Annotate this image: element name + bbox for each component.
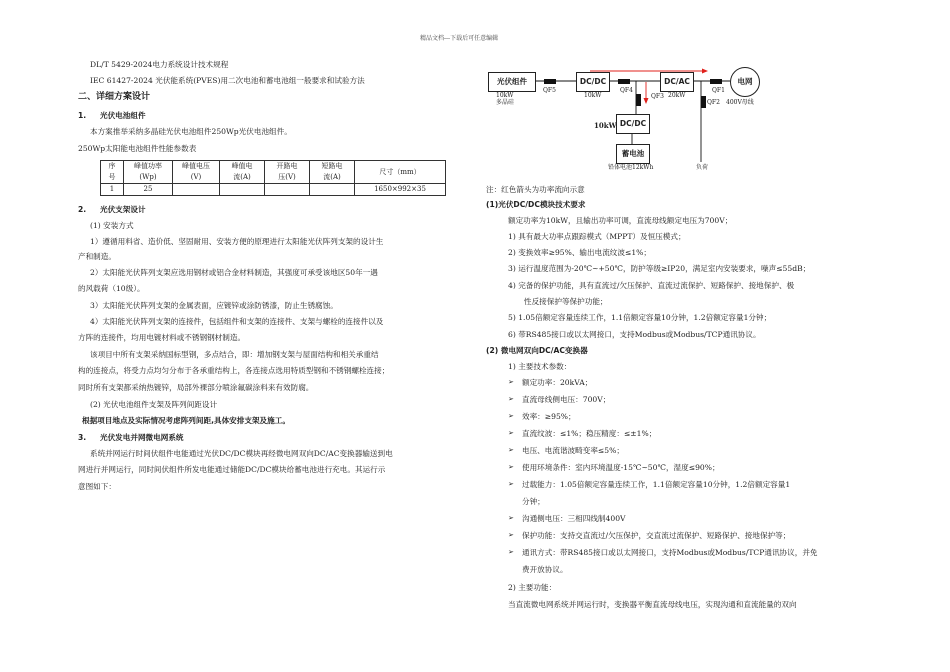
grid-dcac-power-label: 20kW: [668, 92, 686, 99]
subsection-title: 光伏发电并网微电网系统: [100, 433, 184, 442]
paragraph: 2）太阳能光伏阵列支架应选用钢材或铝合金材料制造，其强度可承受该地区50年一遇: [90, 268, 378, 277]
bullet-item-continuation: 分钟；: [522, 497, 545, 506]
list-item: 1) 具有最大功率点跟踪模式（MPPT）及恒压模式；: [508, 232, 686, 241]
paragraph: 该项目中所有支架采纳国标型钢，多点结合，即：增加钢支架与屋面结构和相关承重结: [90, 350, 379, 359]
table-cell: [310, 184, 355, 196]
paragraph: 1）遵循用料省、造价低、坚固耐用、安装方便的原理进行太阳能光伏阵列支架的设计生: [90, 237, 384, 246]
list-item: 6) 带RS485接口或以太网接口，支持Modbus或Modbus/TCP通讯协议。: [508, 330, 761, 339]
bullet-item: ➢ 保护功能：支持交直流过/欠压保护，交直流过流保护、短路保护、接地保护等；: [508, 531, 791, 540]
bullet-arrow-icon: ➢: [508, 446, 514, 454]
bullet-arrow-icon: ➢: [508, 412, 514, 420]
bullet-arrow-icon: ➢: [508, 480, 514, 488]
bullet-item: ➢ 直流母线侧电压：700V；: [508, 395, 611, 404]
bullet-item: ➢ 效率：≥95%；: [508, 412, 576, 421]
list-item: 3) 运行温度范围为-20℃~+50℃，防护等级≥IP20，满足室内安装要求，噪声≤55dB；: [508, 264, 811, 273]
table-header-cell: 短路电 流(A): [310, 161, 355, 184]
page-header-note: 精品文档---下载后可任意编辑: [420, 35, 499, 42]
paragraph: 网进行并网运行，同时间伏组件所发电能通过储能DC/DC模块给蓄电池进行充电。其运行示: [78, 465, 386, 474]
breaker-qf5: [544, 79, 556, 84]
section-heading: 二、详细方案设计: [78, 92, 151, 102]
pv-module-box: 光伏组件: [488, 72, 536, 92]
breaker-qf1: [710, 79, 722, 84]
bullet-arrow-icon: ➢: [508, 463, 514, 471]
list-item: 4) 完备的保护功能，具有直流过/欠压保护、直流过流保护、短路保护、接地保护、极: [508, 281, 795, 290]
table-cell: 1: [101, 184, 124, 196]
bullet-arrow-icon: ➢: [508, 395, 514, 403]
diagram-note: 注：红色箭头为功率流向示意: [486, 185, 585, 194]
breaker-label: QF4: [620, 87, 633, 94]
breaker-qf4: [618, 79, 630, 84]
table-cell: 25: [124, 184, 173, 196]
list-item: 5) 1.05倍额定容量连续工作，1.1倍额定容量10分钟，1.2倍额定容量1分钟；: [508, 313, 772, 322]
table-cell: [220, 184, 265, 196]
list-item: 2) 变换效率≥95%、输出电流纹波≤1%；: [508, 248, 651, 257]
breaker-label: QF1: [712, 87, 725, 94]
bullet-item-continuation: 费开放协议。: [522, 565, 568, 574]
subsection-heading: (2) 微电网双向DC/AC变换器: [486, 346, 588, 355]
subsection-title: 光伏电池组件: [100, 111, 146, 120]
paragraph: 的风载荷（10级）。: [78, 284, 145, 293]
paragraph: 产和制造。: [78, 252, 116, 261]
table-header-cell: 尺寸（mm）: [355, 161, 446, 184]
storage-dcdc-power-label: 10kW: [594, 121, 617, 130]
system-diagram: [486, 62, 776, 180]
bullet-item: ➢ 通讯方式：带RS485接口或以太网接口，支持Modbus或Modbus/TCP通讯协议，并免: [508, 548, 818, 557]
table-header-cell: 峰值功率 (Wp): [124, 161, 173, 184]
bullet-item: ➢ 过载能力：1.05倍额定容量连续工作，1.1倍额定容量10分钟，1.2倍额定容量1: [508, 480, 791, 489]
paragraph: 额定功率为10kW，且输出功率可调，直流母线额定电压为700V；: [508, 216, 733, 225]
bullet-arrow-icon: ➢: [508, 514, 514, 522]
paragraph: 本方案推举采纳多晶硅光伏电池组件250Wp光伏电池组件。: [90, 127, 292, 136]
table-header-cell: 峰值电压 (V): [173, 161, 220, 184]
breaker-qf3: [636, 94, 641, 106]
subsection-number: 3.: [78, 433, 87, 442]
subsection-heading: (1)光伏DC/DC模块技术要求: [486, 200, 586, 209]
pv-type-label: 多晶硅: [496, 99, 515, 106]
load-label: 负荷: [696, 164, 709, 171]
paragraph: 同时所有支架都采纳热镀锌，局部外裸部分喷涂氟碳涂料来有效防腐。: [78, 383, 314, 392]
subsection-number: 1.: [78, 111, 87, 120]
subsection-number: 2.: [78, 205, 87, 214]
bullet-item: ➢ 电压、电流谐波畸变率≤5%；: [508, 446, 624, 455]
paragraph: 当直流微电网系统并网运行时，变换器平衡直流母线电压，实现沟通和直流能量的双向: [508, 600, 797, 609]
table-header-cell: 序 号: [101, 161, 124, 184]
bullet-arrow-icon: ➢: [508, 429, 514, 437]
table-header-cell: 开路电 压(V): [265, 161, 310, 184]
paragraph: 意图如下：: [78, 482, 116, 491]
paragraph: 3）太阳能光伏阵列支架的金属表面，应镀锌或涂防锈漆，防止生锈腐蚀。: [90, 301, 338, 310]
bullet-arrow-icon: ➢: [508, 531, 514, 539]
breaker-label: QF2: [707, 99, 720, 106]
paragraph: 构的连接点，将受力点均匀分布于各承重结构上，各连接点选用特质型钢和不锈钢螺栓连接；: [78, 366, 390, 375]
table-caption: 250Wp太阳能电池组件性能参数表: [78, 144, 197, 153]
parameter-table: [100, 160, 446, 196]
bullet-item: ➢ 使用环境条件：室内环境温度-15℃~50℃，湿度≤90%；: [508, 463, 720, 472]
grid-circle: 电网: [730, 67, 760, 97]
list-item: 性反接保护等保护功能；: [524, 297, 608, 306]
breaker-label: QF5: [543, 87, 556, 94]
bold-note: 根据项目地点及实际情况考虑阵列间距,具体安排支架及施工。: [82, 416, 290, 425]
grid-dcac-box: DC/AC: [660, 72, 694, 92]
list-item: 2) 主要功能：: [508, 583, 557, 592]
bullet-arrow-icon: ➢: [508, 378, 514, 386]
list-item: 1) 主要技术参数：: [508, 362, 572, 371]
sub-item: (2) 光伏电池组件支架及阵列间距设计: [90, 400, 218, 409]
sub-item: (1) 安装方式: [90, 221, 134, 230]
battery-spec-label: 铅体电池12kWh: [608, 164, 654, 171]
pv-dcdc-box: DC/DC: [576, 72, 610, 92]
paragraph: 系统并网运行时间伏组件电能通过光伏DC/DC模块再经微电网双向DC/AC变换器输送到电: [90, 449, 393, 458]
grid-bus-label: 400V母线: [726, 99, 754, 106]
bullet-arrow-icon: ➢: [508, 548, 514, 556]
breaker-qf2: [701, 96, 706, 108]
standard-line-2: IEC 61427-2024 光伏能系统(PVES)用二次电池和蓄电池组一般要求和试验方法: [90, 76, 365, 85]
storage-dcdc-box: DC/DC: [616, 114, 650, 134]
table-cell: [265, 184, 310, 196]
bullet-item: ➢ 额定功率：20kVA；: [508, 378, 593, 387]
standard-line-1: DL/T 5429-2024电力系统设计技术规程: [90, 60, 229, 69]
paragraph: 4）太阳能光伏阵列支架的连接件，包括组件和支架的连接件、支架与螺栓的连接件以及: [90, 317, 384, 326]
battery-box: 蓄电池: [616, 144, 650, 164]
paragraph: 方阵的连接件，均用电镀材料或不锈钢钢材制造。: [78, 333, 246, 342]
breaker-label: QF3: [651, 93, 664, 100]
pv-dcdc-power-label: 10kW: [584, 92, 602, 99]
bullet-item: ➢ 沟通侧电压：三相四线制400V: [508, 514, 626, 523]
bullet-item: ➢ 直流纹波：≤1%；稳压精度：≤±1%；: [508, 429, 657, 438]
table-header-cell: 峰值电 流(A): [220, 161, 265, 184]
pv-power-label: 10kW: [496, 92, 514, 99]
table-cell: [173, 184, 220, 196]
table-cell: 1650×992×35: [355, 184, 446, 196]
subsection-title: 光伏支架设计: [100, 205, 146, 214]
